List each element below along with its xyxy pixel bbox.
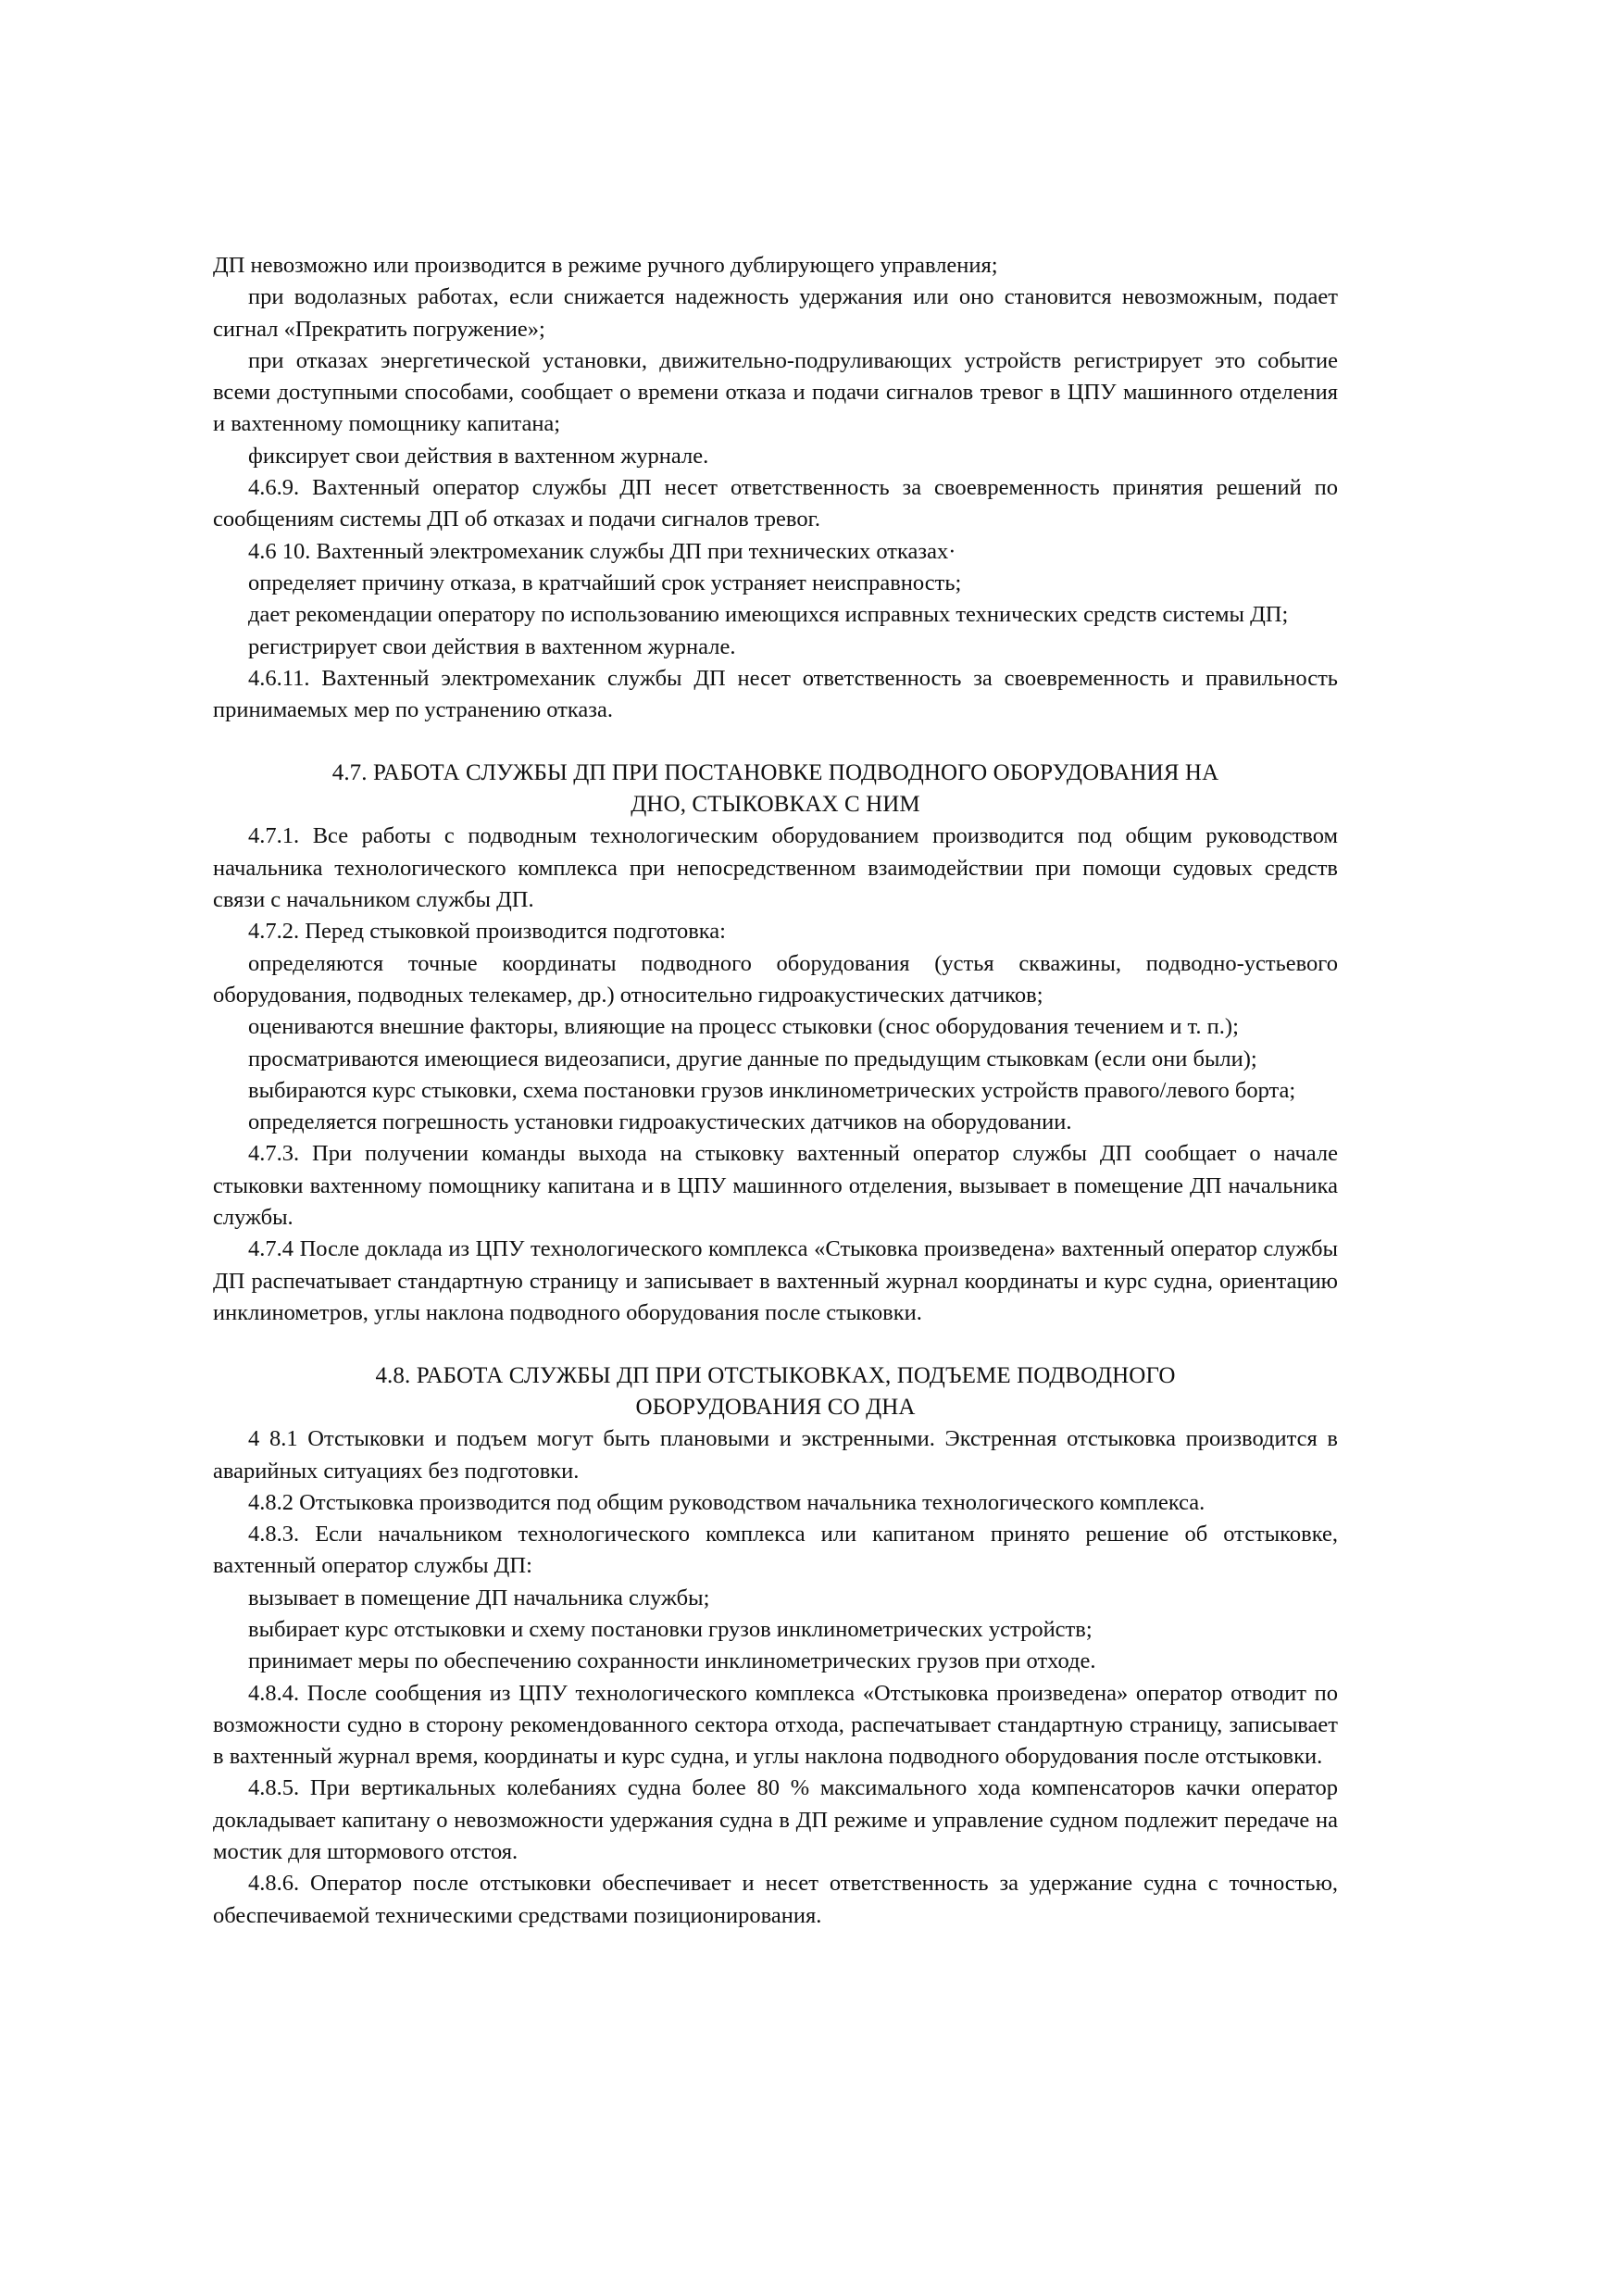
paragraph: 4.8.4. После сообщения из ЦПУ технологического комплекса «Отстыковка произведена» оператор отводит по возможности судно в сторону рекомендованного сектора отхода, распечатывает стандартную страницу, записывает в вахтенный журнал время, координаты и курс судна, и углы наклона подводного оборудования после отстыковки. (213, 1680, 1338, 1770)
paragraph: 4.6 10. Вахтенный электромеханик службы ДП при технических отказах· (248, 538, 956, 564)
paragraph: 4.8.6. Оператор после отстыковки обеспечивает и несет ответственность за удержание судна с точностью, обеспечиваемой техническими средствами позиционирования. (213, 1871, 1338, 1928)
section-heading-4-7 (213, 758, 1338, 821)
paragraph: вызывает в помещение ДП начальника службы; (248, 1585, 710, 1610)
paragraph: 4.8.2 Отстыковка производится под общим руководством начальника технологического комплекса. (248, 1489, 1206, 1515)
paragraph: при водолазных работах, если снижается надежность удержания или оно становится невозможным, подает сигнал «Прекратить погружение»; (213, 284, 1338, 342)
section-heading-line: ДНО, СТЫКОВКАХ С НИМ (631, 792, 920, 818)
paragraph: 4.8.5. При вертикальных колебаниях судна более 80 % максимального хода компенсаторов качки оператор докладывает капитану о невозможности удержания судна в ДП режиме и управление судном подлежит передаче на мостик для штормового отстоя. (213, 1775, 1338, 1865)
section-heading-4-8 (213, 1360, 1338, 1423)
section-heading-line: ОБОРУДОВАНИЯ СО ДНА (635, 1395, 916, 1421)
paragraph: фиксирует свои действия в вахтенном журнале. (248, 443, 709, 469)
paragraph: 4 8.1 Отстыковки и подъем могут быть плановыми и экстренными. Экстренная отстыковка производится в аварийных ситуациях без подготовки. (213, 1426, 1338, 1484)
section-heading-line: 4.8. РАБОТА СЛУЖБЫ ДП ПРИ ОТСТЫКОВКАХ, ПОДЪЕМЕ ПОДВОДНОГО (375, 1363, 1176, 1389)
paragraph: 4.7.1. Все работы с подводным технологическим оборудованием производится под общим руководством начальника технологического комплекса при непосредственном взаимодействии при помощи судовых средств связи с начальником службы ДП. (213, 823, 1338, 913)
paragraph: 4.7.2. Перед стыковкой производится подготовка: (248, 919, 726, 945)
paragraph: оцениваются внешние факторы, влияющие на процесс стыковки (снос оборудования течением и т. п.); (248, 1014, 1239, 1040)
paragraph: ДП невозможно или производится в режиме ручного дублирующего управления; (213, 253, 998, 278)
paragraph: регистрирует свои действия в вахтенном журнале. (248, 633, 736, 659)
paragraph: выбирает курс отстыковки и схему постановки грузов инклинометрических устройств; (248, 1616, 1093, 1642)
paragraph: 4.7.3. При получении команды выхода на стыковку вахтенный оператор службы ДП сообщает о начале стыковки вахтенному помощнику капитана и в ЦПУ машинного отделения, вызывает в помещение ДП начальника службы. (213, 1141, 1338, 1231)
paragraph: принимает меры по обеспечению сохранности инклинометрических грузов при отходе. (248, 1648, 1096, 1674)
paragraph: определяется погрешность установки гидроакустических датчиков на оборудовании. (248, 1109, 1072, 1135)
document-page (213, 250, 1338, 1932)
paragraph: определяет причину отказа, в кратчайший срок устраняет неисправность; (248, 570, 962, 595)
paragraph: 4.8.3. Если начальником технологического комплекса или капитаном принято решение об отстыковке, вахтенный оператор службы ДП: (213, 1522, 1338, 1579)
paragraph: дает рекомендации оператору по использованию имеющихся исправных технических средств системы ДП; (248, 602, 1289, 628)
paragraph: 4.6.9. Вахтенный оператор службы ДП несет ответственность за своевременность принятия решений по сообщениям системы ДП об отказах и подачи сигналов тревог. (213, 475, 1338, 533)
paragraph: выбираются курс стыковки, схема постановки грузов инклинометрических устройств правого/левого борта; (248, 1077, 1296, 1103)
paragraph: 4.7.4 После доклада из ЦПУ технологического комплекса «Стыковка произведена» вахтенный оператор службы ДП распечатывает стандартную страницу и записывает в вахтенный журнал координаты и курс судна, ориентацию инклинометров, углы наклона подводного оборудования после стыковки. (213, 1236, 1338, 1325)
paragraph: просматриваются имеющиеся видеозаписи, другие данные по предыдущим стыковкам (если они были); (248, 1046, 1257, 1071)
paragraph: при отказах энергетической установки, движительно-подруливающих устройств регистрирует это событие всеми доступными способами, сообщает о времени отказа и подачи сигналов тревог в ЦПУ машинного отделения и вахтенному помощнику капитана; (213, 347, 1338, 437)
section-heading-line: 4.7. РАБОТА СЛУЖБЫ ДП ПРИ ПОСТАНОВКЕ ПОДВОДНОГО ОБОРУДОВАНИЯ НА (331, 760, 1219, 786)
paragraph: определяются точные координаты подводного оборудования (устья скважины, подводно-устьевого оборудования, подводных телекамер, др.) относительно гидроакустических датчиков; (213, 950, 1338, 1008)
paragraph: 4.6.11. Вахтенный электромеханик службы ДП несет ответственность за своевременность и правильность принимаемых мер по устранению отказа. (213, 665, 1338, 723)
